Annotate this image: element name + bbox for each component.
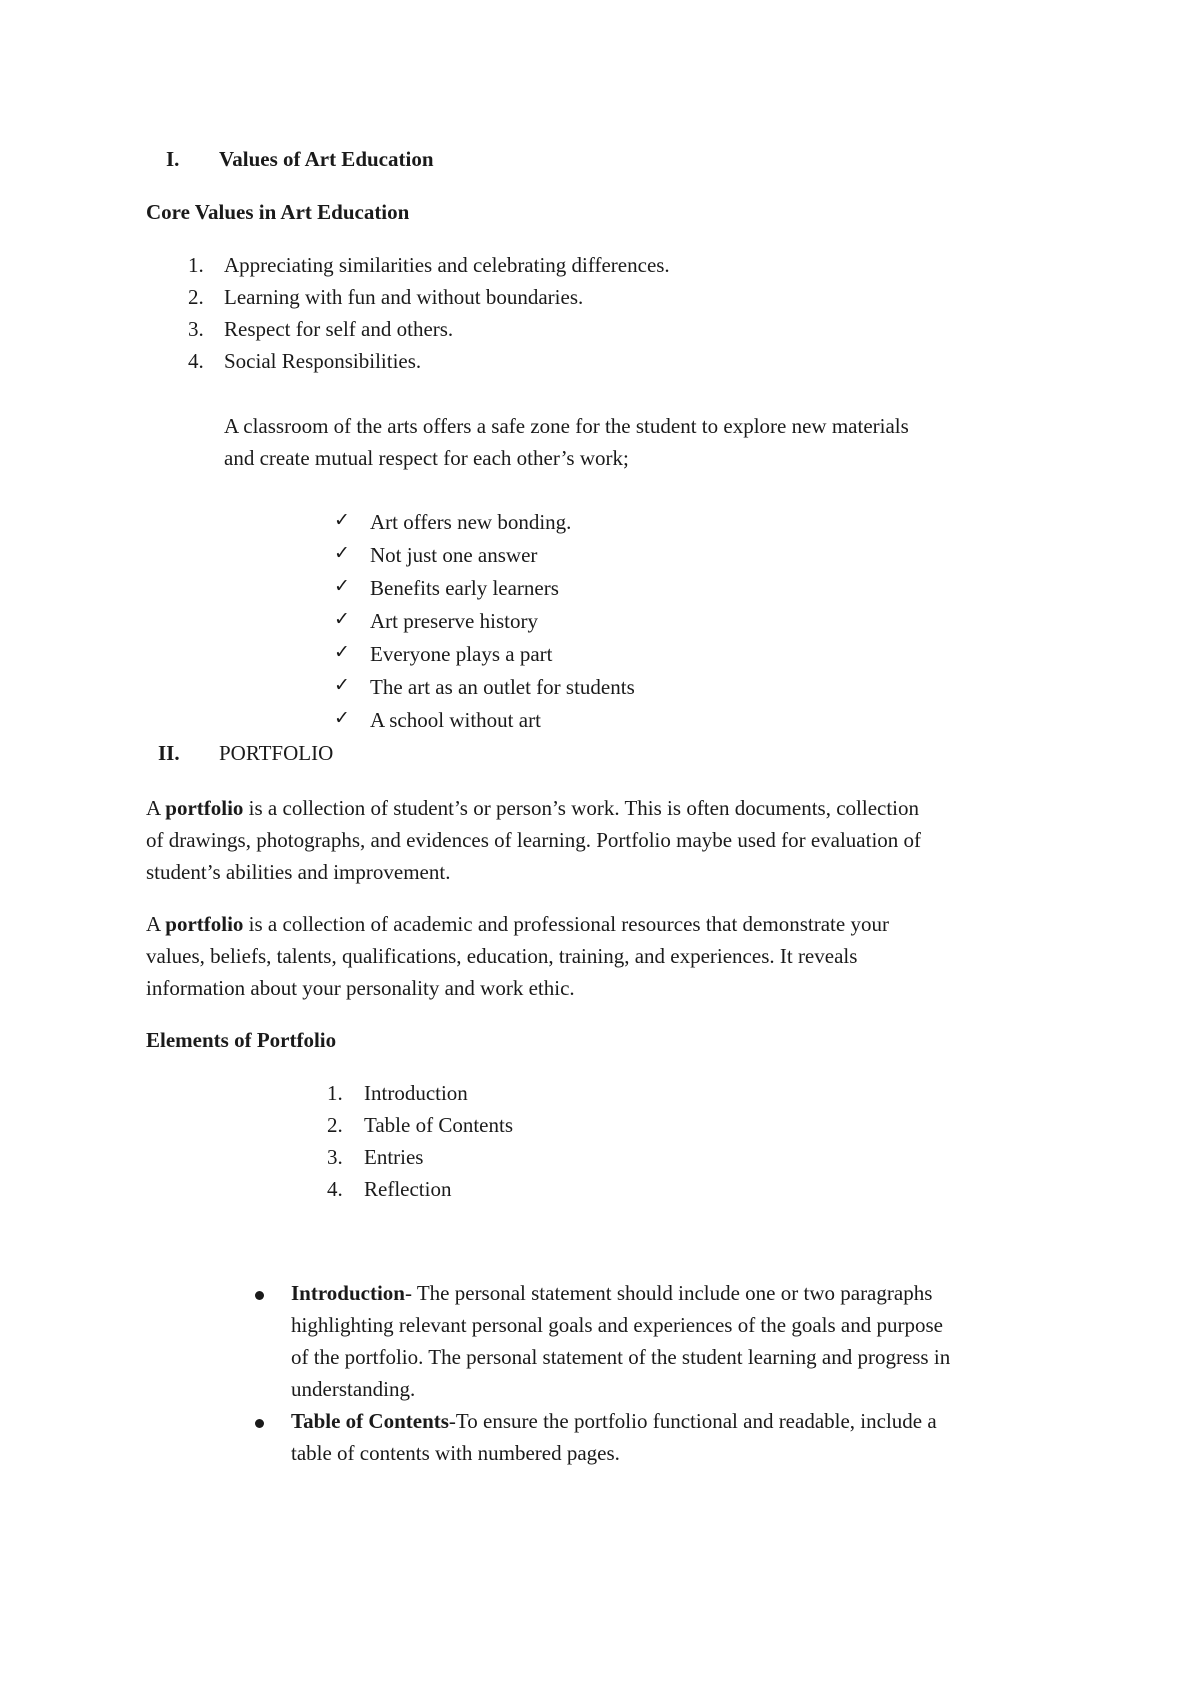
bullet-line: understanding.: [291, 1377, 416, 1401]
bullet-text: - The personal statement should include one or two paragraphs: [404, 1281, 933, 1305]
section-1-title: Values of Art Education: [219, 147, 434, 171]
checklist-item: Benefits early learners: [370, 576, 559, 600]
checklist-item: Not just one answer: [370, 543, 538, 567]
checkmark-icon: ✓: [334, 707, 350, 729]
paragraph-lead: A: [146, 796, 166, 820]
checkmark-icon: ✓: [334, 509, 350, 531]
list-item: Reflection: [364, 1177, 452, 1201]
paragraph-line: values, beliefs, talents, qualifications, education, training, and experiences. It reveals: [146, 944, 858, 968]
list-item: Respect for self and others.: [224, 317, 454, 341]
list-item-number: 1.: [188, 253, 204, 277]
bullet-line: table of contents with numbered pages.: [291, 1441, 620, 1465]
list-item-number: 2.: [188, 285, 204, 309]
list-item-number: 4.: [188, 349, 204, 373]
bullet-line: highlighting relevant personal goals and experiences of the goals and purpose: [291, 1313, 943, 1337]
bullet-line: of the portfolio. The personal statement of the student learning and progress in: [291, 1345, 951, 1369]
list-item: Entries: [364, 1145, 424, 1169]
list-item-number: 3.: [327, 1145, 343, 1169]
checklist-item: A school without art: [370, 708, 541, 732]
paragraph-line: of drawings, photographs, and evidences of learning. Portfolio maybe used for evaluation of: [146, 828, 922, 852]
checkmark-icon: ✓: [334, 575, 350, 597]
list-item: Appreciating similarities and celebrating differences.: [224, 253, 670, 277]
checkmark-icon: ✓: [334, 641, 350, 663]
list-item: Learning with fun and without boundaries.: [224, 285, 584, 309]
core-values-heading: Core Values in Art Education: [146, 200, 410, 224]
checkmark-icon: ✓: [334, 674, 350, 696]
bullet-text: -To ensure the portfolio functional and readable, include a: [448, 1409, 937, 1433]
checklist-item: Art offers new bonding.: [370, 510, 572, 534]
paragraph-text: is a collection of student’s or person’s work. This is often documents, collection: [243, 796, 920, 820]
list-item-number: 2.: [327, 1113, 343, 1137]
bullet-icon: [255, 1419, 264, 1428]
list-item-number: 3.: [188, 317, 204, 341]
paragraph-line: student’s abilities and improvement.: [146, 860, 451, 884]
portfolio-term: portfolio: [165, 912, 244, 936]
bullet-line: [291, 1409, 937, 1434]
list-item-number: 1.: [327, 1081, 343, 1105]
list-item: Introduction: [364, 1081, 468, 1105]
checkmark-icon: ✓: [334, 608, 350, 630]
section-2-title: PORTFOLIO: [219, 741, 334, 765]
list-item: Table of Contents: [364, 1113, 513, 1137]
classroom-paragraph-line-2: and create mutual respect for each other’s work;: [224, 446, 629, 470]
bullet-term: Table of Contents: [291, 1409, 449, 1433]
paragraph-line: [146, 912, 889, 937]
paragraph-text: is a collection of academic and professional resources that demonstrate your: [243, 912, 889, 936]
section-1-numeral: I.: [166, 147, 180, 171]
checklist-item: Everyone plays a part: [370, 642, 553, 666]
section-2-numeral: II.: [158, 741, 180, 765]
checklist-item: The art as an outlet for students: [370, 675, 635, 699]
bullet-line: [291, 1281, 932, 1306]
paragraph-line: [146, 796, 919, 821]
paragraph-lead: A: [146, 912, 166, 936]
checkmark-icon: ✓: [334, 542, 350, 564]
bullet-icon: [255, 1291, 264, 1300]
checklist-item: Art preserve history: [370, 609, 538, 633]
bullet-term: Introduction: [291, 1281, 405, 1305]
list-item: Social Responsibilities.: [224, 349, 422, 373]
paragraph-line: information about your personality and work ethic.: [146, 976, 575, 1000]
classroom-paragraph-line-1: A classroom of the arts offers a safe zone for the student to explore new materials: [224, 414, 909, 438]
portfolio-term: portfolio: [165, 796, 244, 820]
list-item-number: 4.: [327, 1177, 343, 1201]
elements-heading: Elements of Portfolio: [146, 1028, 337, 1052]
